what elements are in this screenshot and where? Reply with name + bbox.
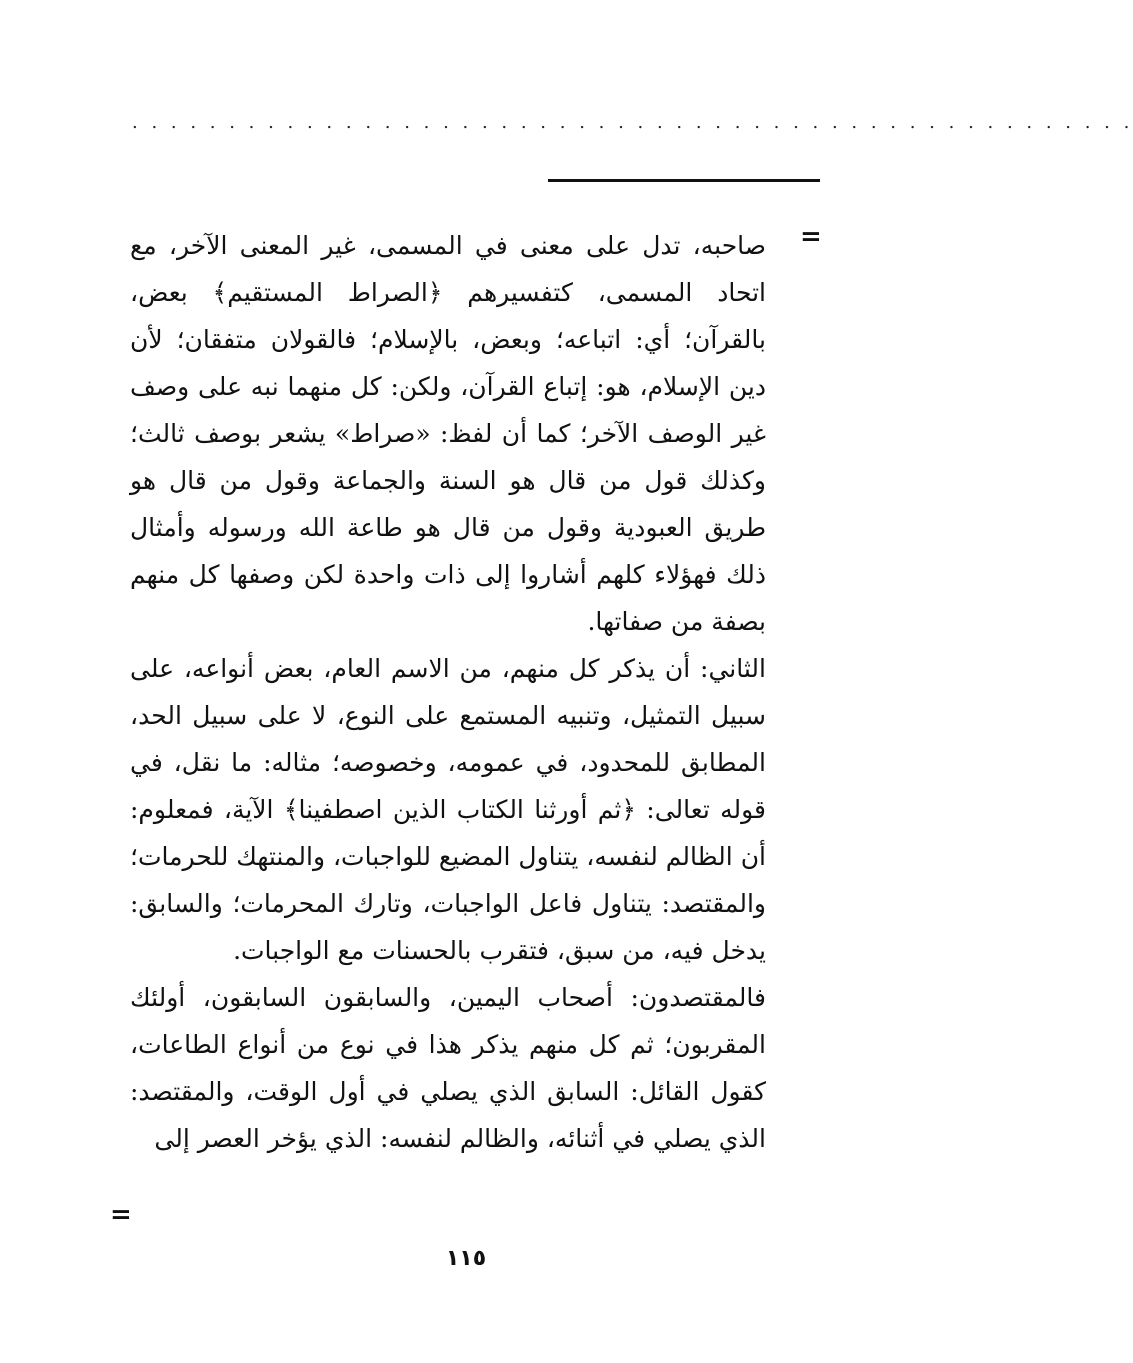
footnote-rule bbox=[548, 179, 820, 182]
dotted-separator: . . . . . . . . . . . . . . . . . . . . . . . . . . . . . . . . . . . . . . . . . . . . . . . . . . . . bbox=[132, 112, 1133, 133]
paragraph-3: فالمقتصدون: أصحاب اليمين، والسابقون السابقون، أولئك المقربون؛ ثم كل منهم يذكر هذا في نوع من أنواع الطاعات، كقول القائل: السابق الذي يصلي في أول الوقت، والمقتصد: الذي يصلي في أثنائه، والظالم لنفسه: الذي يؤخر العصر إلى bbox=[130, 983, 766, 1153]
continuation-mark-top: = bbox=[800, 222, 822, 252]
paragraph-1: صاحبه، تدل على معنى في المسمى، غير المعنى الآخر، مع اتحاد المسمى، كتفسيرهم ﴿الصراط المستقيم﴾ بعض، بالقرآن؛ أي: اتباعه؛ وبعض، بالإسلام؛ فالقولان متفقان؛ لأن دين الإسلام، هو: إتباع القرآن، ولكن: كل منهما نبه على وصف غير الوصف الآخر؛ كما أن لفظ: «صراط» يشعر بوصف ثالث؛ وكذلك قول من قال هو السنة والجماعة وقول من قال هو طريق العبودية وقول من قال هو طاعة الله ورسوله وأمثال ذلك فهؤلاء كلهم أشاروا إلى ذات واحدة لكن وصفها كل منهم بصفة من صفاتها. bbox=[130, 231, 766, 636]
page-number: ١١٥ bbox=[445, 1246, 487, 1271]
continuation-mark-bottom: = bbox=[110, 1200, 132, 1230]
page-body bbox=[130, 222, 766, 1162]
paragraph-2: الثاني: أن يذكر كل منهم، من الاسم العام، بعض أنواعه، على سبيل التمثيل، وتنبيه المستمع على النوع، لا على سبيل الحد، المطابق للمحدود، في عمومه، وخصوصه؛ مثاله: ما نقل، في قوله تعالى: ﴿ثم أورثنا الكتاب الذين اصطفينا﴾ الآية، فمعلوم: أن الظالم لنفسه، يتناول المضيع للواجبات، والمنتهك للحرمات؛ والمقتصد: يتناول فاعل الواجبات، وتارك المحرمات؛ والسابق: يدخل فيه، من سبق، فتقرب بالحسنات مع الواجبات. bbox=[130, 654, 766, 965]
